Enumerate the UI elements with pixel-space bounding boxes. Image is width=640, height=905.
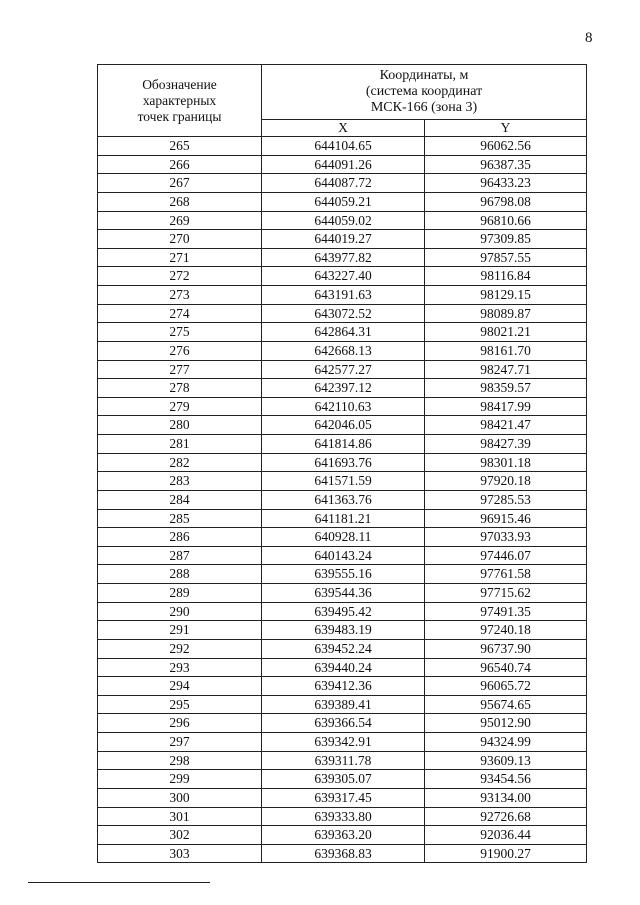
cell-x: 639342.91 (262, 733, 425, 752)
cell-y: 98421.47 (425, 416, 587, 435)
cell-point-number: 277 (98, 360, 262, 379)
footnote-separator (28, 882, 210, 883)
table-row (98, 379, 587, 398)
cell-point-number: 283 (98, 472, 262, 491)
cell-x: 639311.78 (262, 751, 425, 770)
table-header (98, 65, 587, 137)
cell-point-number: 270 (98, 230, 262, 249)
cell-x: 644087.72 (262, 174, 425, 193)
table-row (98, 397, 587, 416)
header-coords-line-1: Координаты, м (379, 68, 469, 83)
table-row (98, 602, 587, 621)
table-body (98, 137, 587, 863)
cell-x: 640143.24 (262, 546, 425, 565)
cell-y: 91900.27 (425, 844, 587, 863)
cell-x: 639333.80 (262, 807, 425, 826)
cell-x: 641571.59 (262, 472, 425, 491)
table-row (98, 490, 587, 509)
cell-x: 642046.05 (262, 416, 425, 435)
header-coords-line-3: МСК-166 (зона 3) (370, 100, 478, 115)
table-row (98, 751, 587, 770)
cell-y: 95012.90 (425, 714, 587, 733)
table-row (98, 770, 587, 789)
cell-point-number: 278 (98, 379, 262, 398)
table-row (98, 807, 587, 826)
table-row (98, 677, 587, 696)
cell-x: 639440.24 (262, 658, 425, 677)
cell-y: 96387.35 (425, 155, 587, 174)
cell-x: 639366.54 (262, 714, 425, 733)
cell-y: 96065.72 (425, 677, 587, 696)
cell-x: 639555.16 (262, 565, 425, 584)
cell-point-number: 286 (98, 528, 262, 547)
cell-x: 643191.63 (262, 286, 425, 305)
header-coords-line-2: (система координат (365, 84, 483, 99)
cell-x: 644059.02 (262, 211, 425, 230)
table-row (98, 416, 587, 435)
cell-x: 641814.86 (262, 435, 425, 454)
table-row (98, 714, 587, 733)
cell-x: 642110.63 (262, 397, 425, 416)
cell-y: 96810.66 (425, 211, 587, 230)
cell-point-number: 269 (98, 211, 262, 230)
cell-point-number: 296 (98, 714, 262, 733)
cell-x: 639483.19 (262, 621, 425, 640)
cell-x: 641181.21 (262, 509, 425, 528)
cell-y: 98301.18 (425, 453, 587, 472)
table-row (98, 695, 587, 714)
cell-point-number: 300 (98, 788, 262, 807)
page-number: 8 (585, 30, 593, 46)
cell-y: 97761.58 (425, 565, 587, 584)
table-row (98, 211, 587, 230)
cell-point-number: 303 (98, 844, 262, 863)
table-row (98, 323, 587, 342)
table-row (98, 509, 587, 528)
cell-point-number: 288 (98, 565, 262, 584)
table-row (98, 248, 587, 267)
cell-y: 97240.18 (425, 621, 587, 640)
cell-x: 644059.21 (262, 192, 425, 211)
cell-point-number: 271 (98, 248, 262, 267)
cell-y: 97309.85 (425, 230, 587, 249)
table-row (98, 733, 587, 752)
cell-y: 93609.13 (425, 751, 587, 770)
cell-y: 96737.90 (425, 639, 587, 658)
cell-x: 642397.12 (262, 379, 425, 398)
cell-point-number: 295 (98, 695, 262, 714)
table-row (98, 155, 587, 174)
cell-x: 641693.76 (262, 453, 425, 472)
cell-y: 98359.57 (425, 379, 587, 398)
cell-point-number: 267 (98, 174, 262, 193)
cell-y: 95674.65 (425, 695, 587, 714)
cell-y: 93134.00 (425, 788, 587, 807)
cell-y: 96915.46 (425, 509, 587, 528)
table-row (98, 137, 587, 156)
table-row (98, 826, 587, 845)
cell-point-number: 265 (98, 137, 262, 156)
cell-point-number: 292 (98, 639, 262, 658)
header-coordinates (262, 65, 587, 120)
header-point-line-3: точек границы (137, 108, 222, 124)
table-row (98, 788, 587, 807)
header-y: Y (425, 120, 587, 137)
table-row (98, 230, 587, 249)
cell-point-number: 274 (98, 304, 262, 323)
cell-point-number: 293 (98, 658, 262, 677)
cell-y: 92036.44 (425, 826, 587, 845)
cell-x: 639544.36 (262, 584, 425, 603)
table-row (98, 435, 587, 454)
cell-y: 98089.87 (425, 304, 587, 323)
cell-y: 97920.18 (425, 472, 587, 491)
cell-y: 94324.99 (425, 733, 587, 752)
cell-y: 97491.35 (425, 602, 587, 621)
cell-x: 639305.07 (262, 770, 425, 789)
header-point-designation (98, 65, 262, 137)
cell-y: 98161.70 (425, 341, 587, 360)
cell-point-number: 272 (98, 267, 262, 286)
cell-x: 644091.26 (262, 155, 425, 174)
cell-point-number: 279 (98, 397, 262, 416)
cell-point-number: 302 (98, 826, 262, 845)
cell-y: 96540.74 (425, 658, 587, 677)
cell-x: 643227.40 (262, 267, 425, 286)
cell-y: 96433.23 (425, 174, 587, 193)
cell-point-number: 273 (98, 286, 262, 305)
table-row (98, 286, 587, 305)
cell-y: 98116.84 (425, 267, 587, 286)
cell-x: 639368.83 (262, 844, 425, 863)
coordinates-table (97, 64, 587, 863)
cell-y: 98129.15 (425, 286, 587, 305)
cell-x: 639495.42 (262, 602, 425, 621)
header-point-line-1: Обозначение (142, 76, 217, 92)
cell-x: 644019.27 (262, 230, 425, 249)
header-x: X (262, 120, 425, 137)
cell-x: 644104.65 (262, 137, 425, 156)
cell-x: 639412.36 (262, 677, 425, 696)
header-row (98, 65, 587, 120)
cell-point-number: 301 (98, 807, 262, 826)
table-row (98, 341, 587, 360)
cell-point-number: 266 (98, 155, 262, 174)
cell-y: 97033.93 (425, 528, 587, 547)
cell-y: 98021.21 (425, 323, 587, 342)
cell-point-number: 275 (98, 323, 262, 342)
table-row (98, 658, 587, 677)
table-row (98, 844, 587, 863)
table-row (98, 267, 587, 286)
cell-point-number: 297 (98, 733, 262, 752)
cell-y: 97446.07 (425, 546, 587, 565)
header-point-line-2: характерных (142, 92, 217, 108)
table-row (98, 472, 587, 491)
table-row (98, 174, 587, 193)
table-row (98, 528, 587, 547)
cell-y: 93454.56 (425, 770, 587, 789)
table-row (98, 360, 587, 379)
cell-point-number: 287 (98, 546, 262, 565)
cell-point-number: 280 (98, 416, 262, 435)
cell-x: 639452.24 (262, 639, 425, 658)
cell-x: 640928.11 (262, 528, 425, 547)
cell-point-number: 284 (98, 490, 262, 509)
cell-point-number: 298 (98, 751, 262, 770)
cell-x: 641363.76 (262, 490, 425, 509)
table-row (98, 565, 587, 584)
cell-y: 98427.39 (425, 435, 587, 454)
cell-x: 639317.45 (262, 788, 425, 807)
cell-point-number: 268 (98, 192, 262, 211)
cell-x: 643072.52 (262, 304, 425, 323)
cell-y: 97715.62 (425, 584, 587, 603)
cell-y: 98417.99 (425, 397, 587, 416)
cell-point-number: 299 (98, 770, 262, 789)
cell-point-number: 291 (98, 621, 262, 640)
cell-x: 643977.82 (262, 248, 425, 267)
cell-x: 642864.31 (262, 323, 425, 342)
cell-point-number: 281 (98, 435, 262, 454)
cell-point-number: 276 (98, 341, 262, 360)
table-row (98, 192, 587, 211)
cell-point-number: 290 (98, 602, 262, 621)
table-row (98, 546, 587, 565)
cell-point-number: 289 (98, 584, 262, 603)
cell-x: 639389.41 (262, 695, 425, 714)
cell-x: 639363.20 (262, 826, 425, 845)
table-row (98, 621, 587, 640)
table-row (98, 304, 587, 323)
cell-point-number: 294 (98, 677, 262, 696)
cell-y: 92726.68 (425, 807, 587, 826)
cell-y: 96062.56 (425, 137, 587, 156)
cell-point-number: 282 (98, 453, 262, 472)
cell-y: 97857.55 (425, 248, 587, 267)
table-row (98, 584, 587, 603)
cell-x: 642577.27 (262, 360, 425, 379)
cell-x: 642668.13 (262, 341, 425, 360)
cell-point-number: 285 (98, 509, 262, 528)
cell-y: 98247.71 (425, 360, 587, 379)
table-row (98, 453, 587, 472)
cell-y: 97285.53 (425, 490, 587, 509)
table-row (98, 639, 587, 658)
cell-y: 96798.08 (425, 192, 587, 211)
